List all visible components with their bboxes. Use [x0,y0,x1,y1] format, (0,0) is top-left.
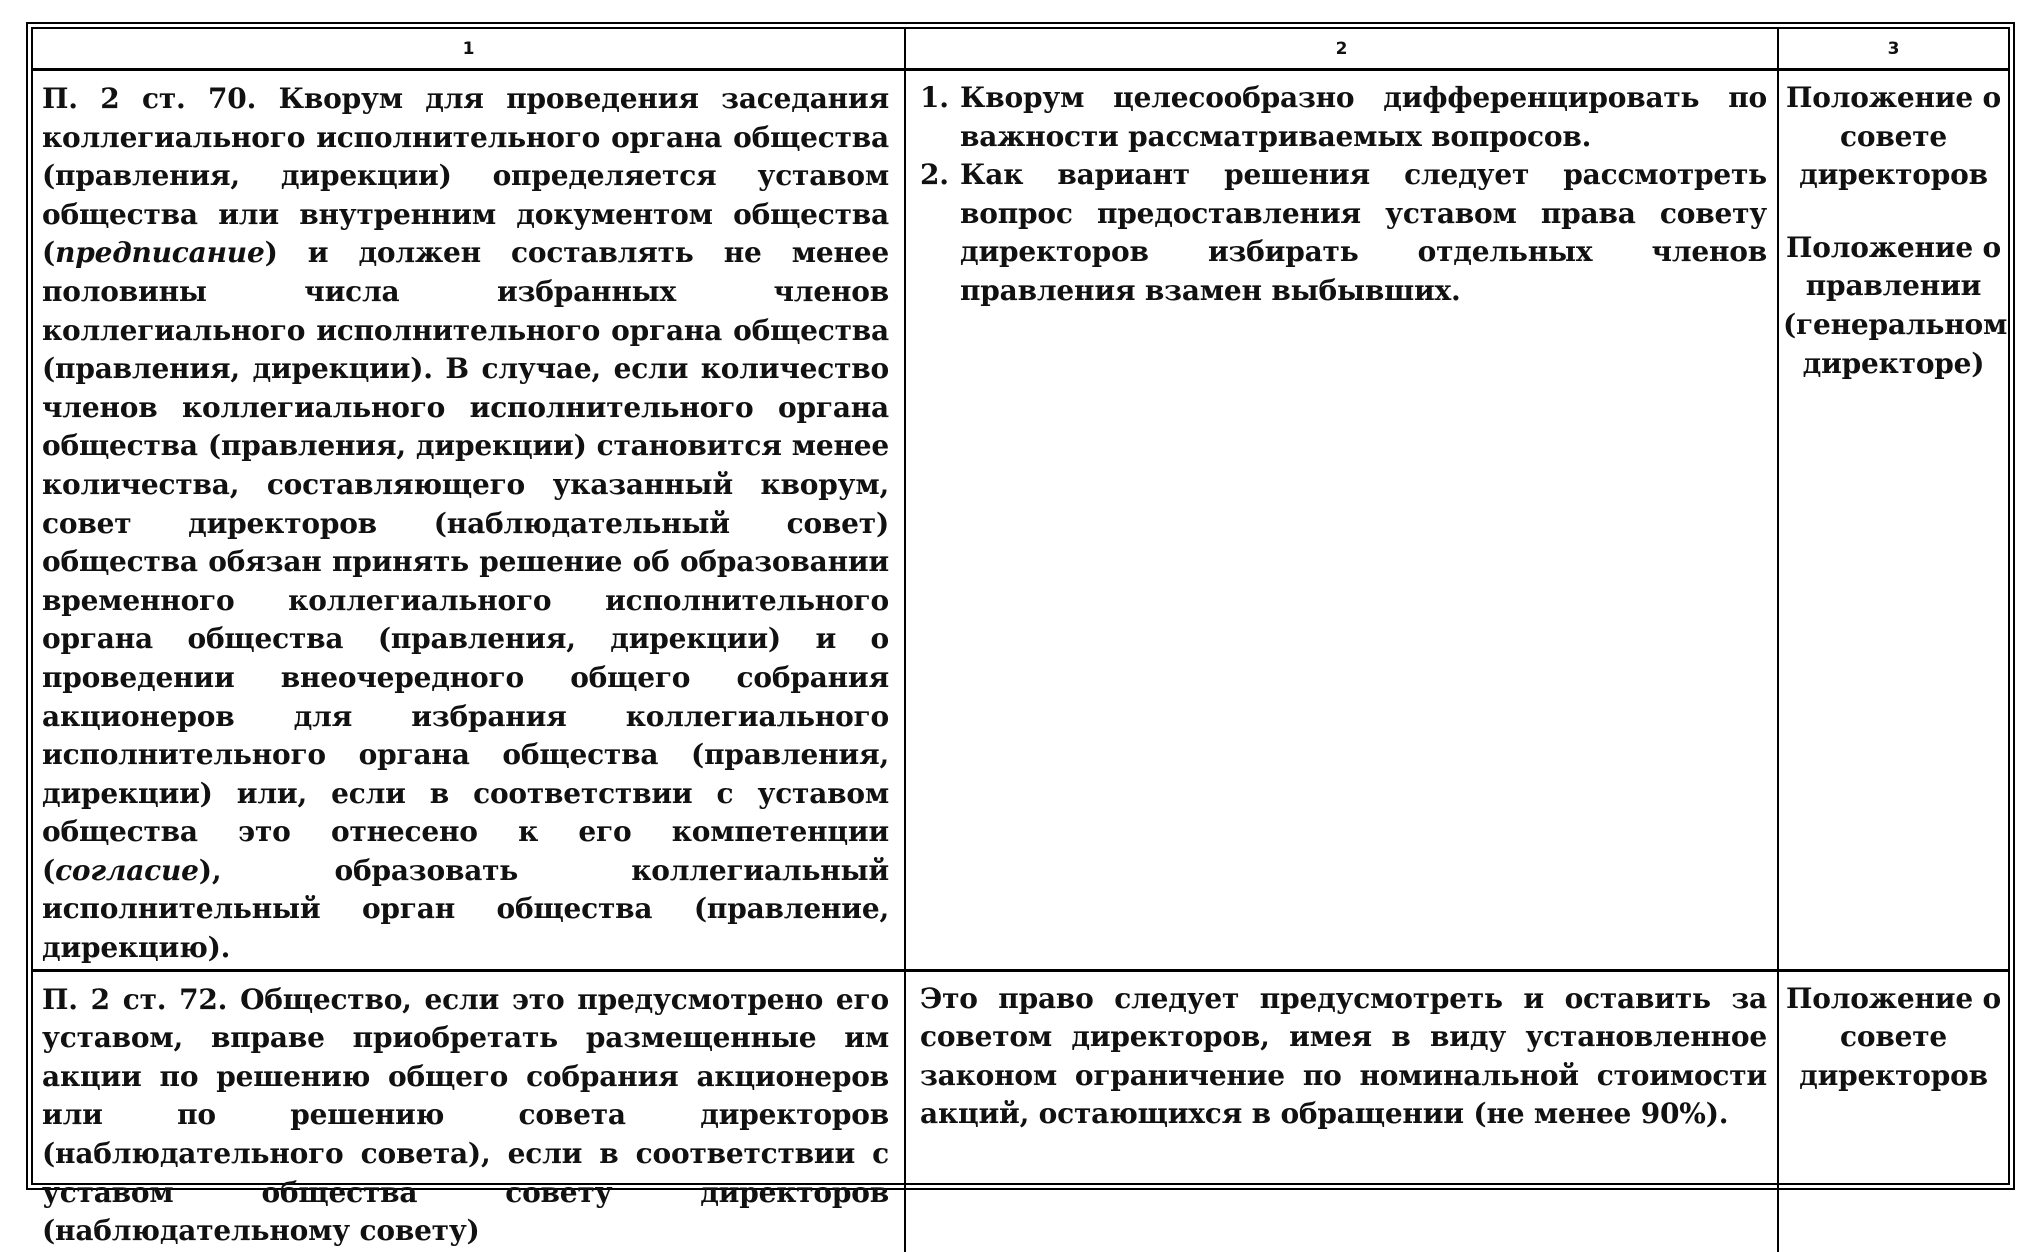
document-name: Положение о правлении (генеральном директоре) [1783,230,2008,380]
law-term-emphasis: согласие [55,853,199,887]
list-item-number: 2. [920,158,949,192]
table-inner-frame [31,27,2010,1248]
table-header-row [33,29,2008,70]
law-text-cell [33,70,905,971]
law-reference: П. 2 ст. 70. [42,82,257,115]
recommendation-list [920,79,1767,311]
list-item-number: 1. [920,81,949,114]
list-item [920,79,1767,156]
spacer [1783,195,2004,229]
law-text-part: Общество, если это предусмотрено его уставом, вправе приобретать размещенные им акции по решению общего собрания акционеров или по решению совета директоров (наблюдательного совета), если в соответствии с уставом общества совету директоров (наблюдательному совету) [42,982,889,1248]
column-header-3: 3 [1778,29,2008,70]
recommendation-cell [905,70,1778,971]
list-item-text: Как вариант решения следует рассмотреть вопрос предоставления уставом права совету директоров избирать отдельных членов правления взамен выбывших. [960,158,1767,307]
column-header-2: 2 [905,29,1778,70]
law-term-emphasis: предписание [55,236,265,270]
table-row [33,70,2008,971]
document-name: Положение о совете директоров [1786,81,2001,192]
table-frame [26,22,2015,1248]
law-text-part: ) и должен составлять не менее половины числа избранных членов коллегиального исполнительного органа общества (правления, дирекции). В случае, если количество членов коллегиального исполнительного органа общества (правления, дирекции) становится менее количества, составляющего указанный кворум, совет директоров (наблюдательный совет) общества обязан принять решение об образовании временного коллегиального исполнительного органа общества (правления, дирекции) и о проведении внеочередного общего собрания акционеров для избрания коллегиального исполнительного органа общества (правления, дирекции) или, если в соответствии с уставом общества это отнесено к его компетенции ( [42,236,889,887]
law-text-paragraph [34,973,903,1251]
document-cell [1778,70,2008,971]
recommendation-text: Это право следует предусмотреть и оставить за советом директоров, имея в виду установленное законом ограничение по номинальной стоимости акций, остающихся в обращении (не менее 90%). [920,981,1767,1131]
law-text-part: Кворум для проведения заседания коллегиального исполнительного органа общества (правления, дирекции) определяется уставом общества или внутренним документом общества ( [42,82,889,270]
column-header-1: 1 [33,29,905,70]
document-name: Положение о совете директоров [1786,981,2001,1092]
list-item-text: Кворум целесообразно дифференцировать по важности рассматриваемых вопросов. [960,81,1767,153]
law-reference: П. 2 ст. 72. [42,982,228,1016]
law-text-part: ), образовать коллегиальный исполнительный орган общества (правление, дирекцию). [42,853,889,965]
law-text-paragraph [34,72,903,968]
comparison-table [33,29,2008,1252]
list-item [920,156,1767,310]
